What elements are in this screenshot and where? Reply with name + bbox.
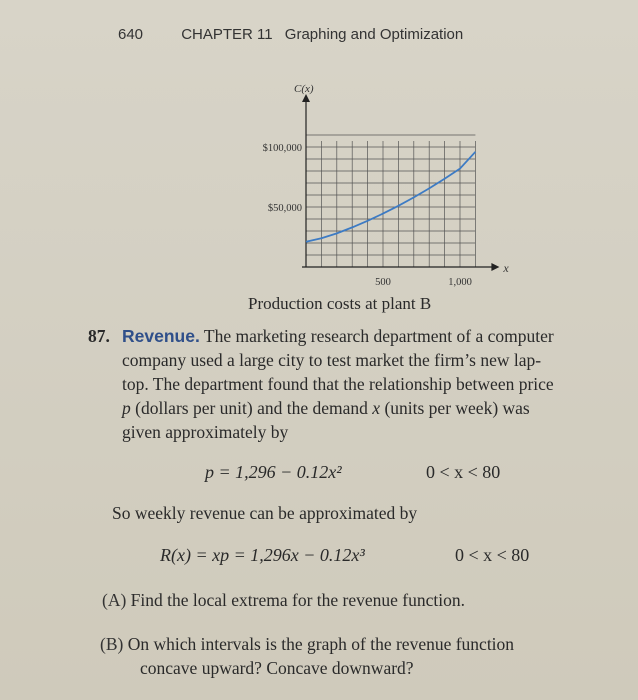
x-tick-label: 1,000 bbox=[448, 277, 472, 288]
chapter-title: Graphing and Optimization bbox=[284, 26, 464, 43]
part-b bbox=[100, 634, 514, 655]
price-equation: p = 1,296 − 0.12x² bbox=[205, 462, 342, 482]
price-domain: 0 < x < 80 bbox=[426, 462, 501, 482]
var-x: x bbox=[372, 398, 381, 418]
y-tick-label: $100,000 bbox=[262, 143, 302, 154]
problem-text-1: The marketing research department of a computer bbox=[203, 326, 554, 346]
part-b-label: (B) bbox=[100, 634, 124, 654]
x-axis-label: x bbox=[503, 261, 509, 275]
revenue-domain: 0 < x < 80 bbox=[455, 545, 530, 565]
problem-87 bbox=[88, 324, 628, 444]
part-a bbox=[102, 590, 465, 611]
problem-text-4: (dollars per unit) and the demand bbox=[135, 398, 368, 418]
x-axis-arrow bbox=[491, 263, 499, 271]
page-number: 640 bbox=[118, 26, 144, 43]
x-tick-label: 500 bbox=[375, 277, 391, 288]
var-p: p bbox=[122, 398, 131, 418]
part-a-label: (A) bbox=[102, 590, 127, 610]
y-tick-label: $50,000 bbox=[267, 203, 302, 214]
part-b-line-2: concave upward? Concave downward? bbox=[140, 658, 414, 678]
problem-text-3: top. The department found that the relationship between price bbox=[122, 374, 554, 394]
part-a-text: Find the local extrema for the revenue function. bbox=[130, 590, 465, 610]
figure-caption: Production costs at plant B bbox=[248, 294, 432, 313]
problem-text-6: given approximately by bbox=[122, 422, 289, 442]
chapter-label: CHAPTER 11 bbox=[181, 26, 273, 43]
problem-keyword: Revenue. bbox=[122, 326, 200, 346]
cost-chart bbox=[220, 80, 520, 290]
y-axis-arrow bbox=[302, 94, 310, 102]
part-b-text-1: On which intervals is the graph of the revenue function bbox=[127, 634, 515, 654]
revenue-intro: So weekly revenue can be approximated by bbox=[112, 503, 418, 523]
y-axis-label: C(x) bbox=[294, 83, 314, 95]
problem-text-5: (units per week) was bbox=[384, 398, 530, 418]
problem-number: 87. bbox=[88, 326, 110, 346]
problem-body bbox=[122, 324, 628, 444]
page-header bbox=[118, 26, 463, 43]
cost-curve bbox=[306, 152, 475, 242]
revenue-equation: R(x) = xp = 1,296x − 0.12x³ bbox=[160, 545, 365, 565]
problem-text-2: company used a large city to test market the firm’s new lap- bbox=[122, 350, 542, 370]
